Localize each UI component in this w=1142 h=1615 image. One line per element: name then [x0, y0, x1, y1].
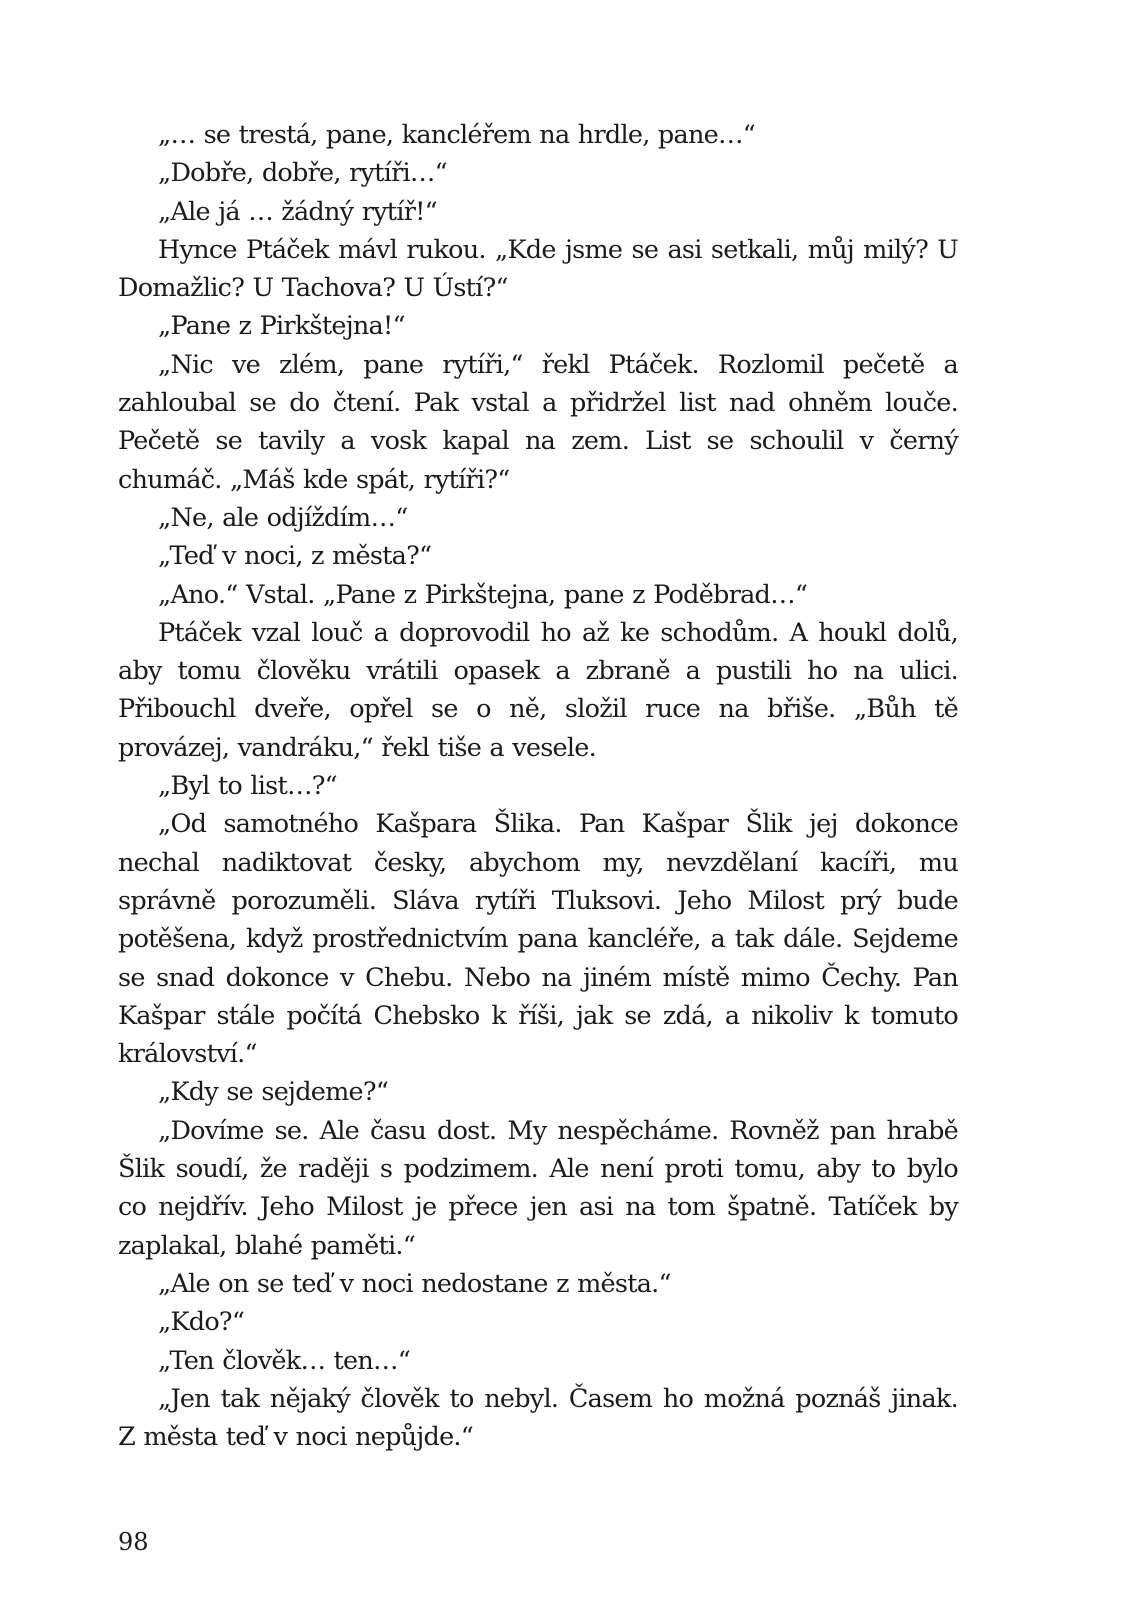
paragraph: Ptáček vzal louč a doprovodil ho až ke schodům. A houkl dolů, aby tomu člověku vrátili opasek a zbraně a pustili ho na ulici. Přibouchl dveře, opřel se o ně, složil ruce na břiše. „Bůh tě provázej, vandráku,“ řekl tiše a vesele. [118, 617, 958, 763]
paragraph: „Ne, ale odjíždím…“ [158, 502, 408, 533]
paragraph: Hynce Ptáček mávl rukou. „Kde jsme se asi setkali, můj milý? U Domažlic? U Tachova? U Ústí?“ [118, 234, 958, 304]
paragraph: „Byl to list…?“ [158, 771, 337, 802]
paragraph: „Ten člověk… ten…“ [158, 1345, 411, 1376]
paragraph: „Teď v noci, z města?“ [158, 541, 432, 572]
paragraph: „Dobře, dobře, rytíři…“ [158, 158, 447, 189]
paragraph: „Dovíme se. Ale času dost. My nespěcháme. Rovněž pan hrabě Šlik soudí, že raději s podzimem. Ale není proti tomu, aby to bylo co nejdřív. Jeho Milost je přece jen asi na tom špatně. Tatíček by zaplakal, blahé paměti.“ [118, 1115, 958, 1261]
paragraph: „Kdo?“ [158, 1307, 245, 1338]
paragraph: „Nic ve zlém, pane rytíři,“ řekl Ptáček. Rozlomil pečetě a zahloubal se do čtení. Pak vstal a přidržel list nad ohněm louče. Pečetě se tavily a vosk kapal na zem. List se schoulil v černý chumáč. „Máš kde spát, rytíři?“ [118, 349, 958, 495]
paragraph: „… se trestá, pane, kancléřem na hrdle, pane…“ [158, 120, 756, 150]
paragraph: „Od samotného Kašpara Šlika. Pan Kašpar Šlik jej dokonce nechal nadiktovat česky, abychom my, nevzdělaní kacíři, mu správně porozuměli. Sláva rytíři Tluksovi. Jeho Milost prý bude potěšena, když prostřednictvím pana kancléře, a tak dále. Sejdeme se snad dokonce v Chebu. Nebo na jiném místě mimo Čechy. Pan Kašpar stále počítá Chebsko k říši, jak se zdá, a nikoliv k tomuto království.“ [118, 809, 958, 1070]
paragraph: „Ale on se teď v noci nedostane z města.“ [158, 1268, 671, 1299]
paragraph: „Ano.“ Vstal. „Pane z Pirkštejna, pane z Poděbrad…“ [158, 579, 808, 610]
paragraph: „Ale já … žádný rytíř!“ [158, 196, 437, 227]
paragraph: „Kdy se sejdeme?“ [158, 1077, 389, 1108]
page-number: 98 [118, 1528, 149, 1556]
body-text [118, 116, 958, 1456]
paragraph: „Pane z Pirkštejna!“ [158, 311, 405, 342]
paragraph: „Jen tak nějaký člověk to nebyl. Časem ho možná poznáš jinak. Z města teď v noci nepůjde.“ [118, 1383, 958, 1453]
